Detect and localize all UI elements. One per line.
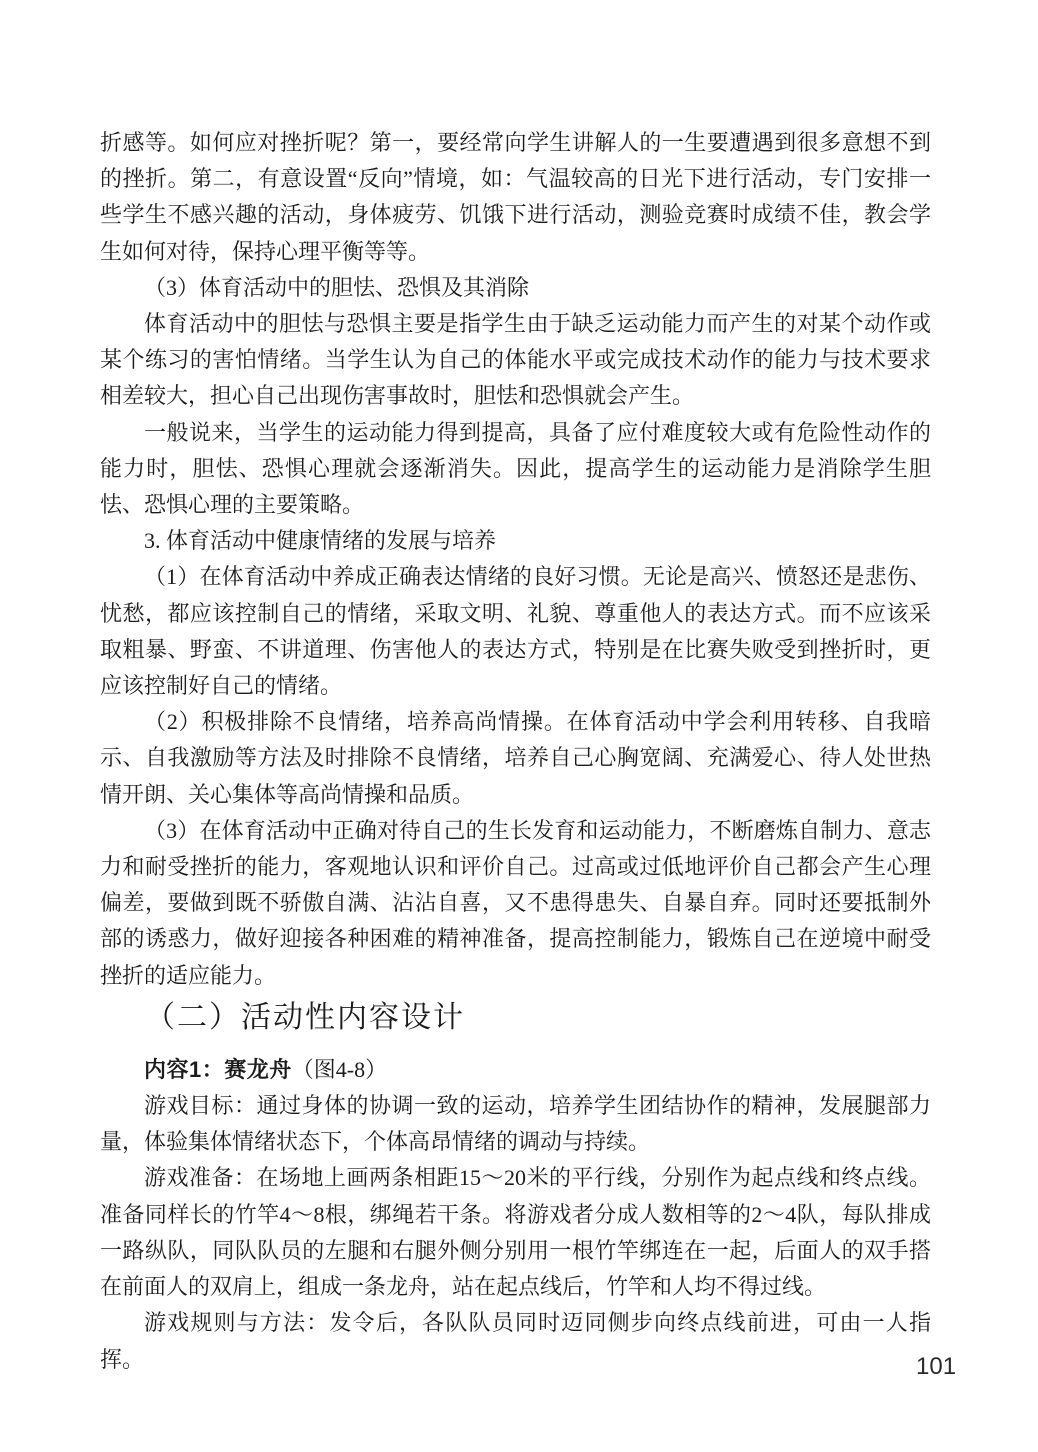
paragraph: 一般说来，当学生的运动能力得到提高，具备了应付难度较大或有危险性动作的能力时，胆怯、恐惧心理就会逐渐消失。因此，提高学生的运动能力是消除学生胆怯、恐惧心理的主要策略。: [100, 419, 931, 518]
activity-label-rules: 游戏规则与方法：: [144, 1310, 330, 1336]
page-body: [100, 125, 931, 1378]
paragraph: （2）积极排除不良情绪，培养高尚情操。在体育活动中学会利用转移、自我暗示、自我激励等方法及时排除不良情绪，培养自己心胸宽阔、充满爱心、待人处世热情开朗、关心集体等高尚情操和品质。: [100, 709, 931, 807]
activity-label-preparation: 游戏准备：: [144, 1165, 257, 1191]
section-heading: （二）活动性内容设计: [145, 1000, 465, 1034]
activity-text-rules: 发令后，各队队员同时迈同侧步向终点线前进，可由一人指挥。: [100, 1310, 931, 1372]
paragraph-continuation: 折感等。如何应对挫折呢？第一，要经常向学生讲解人的一生要遭遇到很多意想不到的挫折。第二，有意设置“反向”情境，如：气温较高的日光下进行活动，专门安排一些学生不感兴趣的活动，身体疲劳、饥饿下进行活动，测验竞赛时成绩不佳，教会学生如何对待，保持心理平衡等等。: [100, 130, 931, 264]
subheading-healthy-emotions: 3. 体育活动中健康情绪的发展与培养: [144, 528, 497, 554]
activity-text-goal: 通过身体的协调一致的运动，培养学生团结协作的精神，发展腿部力量，体验集体情绪状态下，个体高昂情绪的调动与持续。: [100, 1093, 931, 1155]
activity-text-preparation: 在场地上画两条相距15～20米的平行线，分别作为起点线和终点线。准备同样长的竹竿4～8根，绑绳若干条。将游戏者分成人数相等的2～4队，每队排成一路纵队，同队队员的左腿和右腿外侧分别用一根竹竿绑连在一起，后面人的双手搭在前面人的双肩上，组成一条龙舟，站在起点线后，竹竿和人均不得过线。: [100, 1165, 931, 1300]
activity-title: [100, 1052, 931, 1088]
paragraph: （3）在体育活动中正确对待自己的生长发育和运动能力，不断磨炼自制力、意志力和耐受挫折的能力，客观地认识和评价自己。过高或过低地评价自己都会产生心理偏差，要做到既不骄傲自满、沾沾自喜，又不患得患失、自暴自弃。同时还要抵制外部的诱惑力，做好迎接各种困难的精神准备，提高控制能力，锻炼自己在逆境中耐受挫折的适应能力。: [100, 817, 931, 988]
activity-title-note: （图4-8）: [291, 1056, 388, 1082]
activity-title-bold: 内容1：赛龙舟: [144, 1056, 292, 1082]
page-number: 101: [916, 1353, 957, 1380]
activity-label-goal: 游戏目标：: [144, 1093, 257, 1119]
activity-paragraph-goal: [100, 1088, 931, 1160]
activity-paragraph-preparation: [100, 1160, 931, 1305]
activity-paragraph-rules: [100, 1305, 931, 1377]
paragraph: （1）在体育活动中养成正确表达情绪的良好习惯。无论是高兴、愤怒还是悲伤、忧愁，都应该控制自己的情绪，采取文明、礼貌、尊重他人的表达方式。而不应该采取粗暴、野蛮、不讲道理、伤害他人的表达方式，特别是在比赛失败受到挫折时，更应该控制好自己的情绪。: [100, 564, 931, 699]
subheading-fear-elimination: （3）体育活动中的胆怯、恐惧及其消除: [144, 274, 530, 300]
paragraph: 体育活动中的胆怯与恐惧主要是指学生由于缺乏运动能力而产生的对某个动作或某个练习的害怕情绪。当学生认为自己的体能水平或完成技术动作的能力与技术要求相差较大，担心自己出现伤害事故时，胆怯和恐惧就会产生。: [100, 311, 931, 409]
